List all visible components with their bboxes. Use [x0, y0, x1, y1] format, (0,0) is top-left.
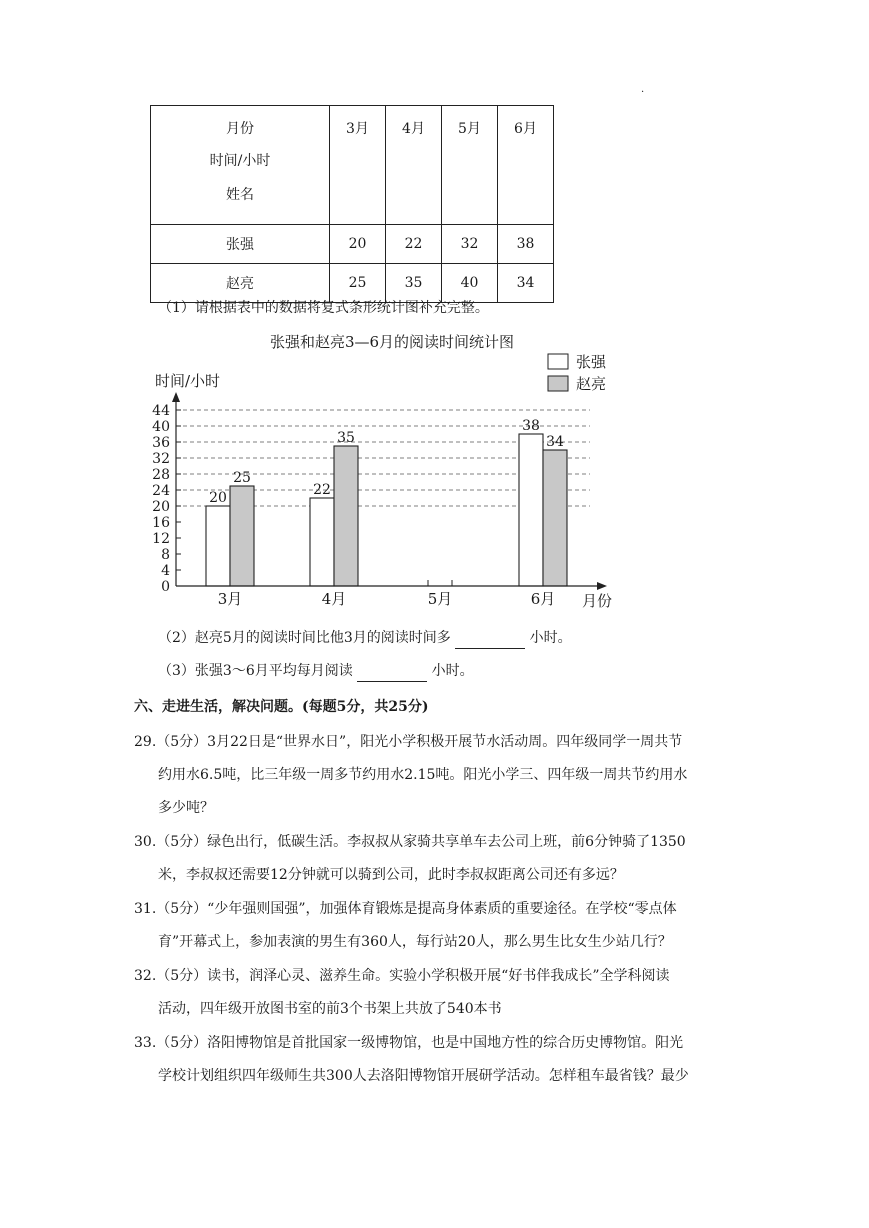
reading-time-table [150, 105, 554, 303]
bar-data-label: 35 [337, 430, 355, 446]
bar [543, 450, 567, 586]
problem-line: 米，李叔叔还需要12分钟就可以骑到公司，此时李叔叔距离公司还有多远？ [158, 867, 624, 883]
chart-title: 张强和赵亮3—6月的阅读时间统计图 [269, 333, 515, 351]
month-header: 3月 [330, 106, 386, 225]
legend-label-zhaoliang: 赵亮 [576, 375, 607, 393]
bars [206, 418, 567, 586]
y-axis-arrow [172, 392, 180, 402]
problem-line: 30.（5分）绿色出行，低碳生活。李叔叔从家骑共享单车去公司上班，前6分钟骑了1350 [134, 834, 686, 850]
bar-chart [0, 325, 869, 625]
question-2-unit: 小时。 [529, 630, 572, 646]
row-name: 赵亮 [151, 264, 330, 303]
question-3-text: （3）张强3～6月平均每月阅读 [158, 663, 353, 679]
month-header: 4月 [386, 106, 442, 225]
y-tick-label: 40 [152, 419, 170, 435]
y-tick-label: 44 [152, 403, 170, 419]
problem-line: 育”开幕式上，参加表演的男生有360人，每行站20人，那么男生比女生少站几行？ [158, 934, 672, 950]
month-header: 6月 [498, 106, 554, 225]
bar [334, 446, 358, 586]
problem-line: 多少吨？ [158, 800, 214, 816]
x-axis-arrow [597, 582, 607, 590]
cell-value: 34 [498, 264, 554, 303]
question-2 [158, 628, 572, 649]
cell-value: 40 [442, 264, 498, 303]
bar [310, 498, 334, 586]
y-tick-label: 28 [152, 467, 170, 483]
bar-data-label: 20 [209, 490, 227, 506]
cell-value: 35 [386, 264, 442, 303]
stray-dot: . [641, 84, 645, 95]
bar-data-label: 22 [313, 482, 331, 498]
answer-blank-q2[interactable] [455, 628, 525, 649]
x-category-label: 4月 [321, 590, 347, 608]
table-row [151, 225, 554, 264]
cell-value: 32 [442, 225, 498, 264]
month-header: 5月 [442, 106, 498, 225]
problem-line: 学校计划组织四年级师生共300人去洛阳博物馆开展研学活动。怎样租车最省钱？最少 [158, 1068, 689, 1084]
problem-line: 约用水6.5吨，比三年级一周多节约用水2.15吨。阳光小学三、四年级一周共节约用水 [158, 767, 688, 783]
problem-line: 31.（5分）“少年强则国强”，加强体育锻炼是提高身体素质的重要途径。在学校“零点体 [134, 901, 677, 917]
y-tick-label: 32 [152, 451, 170, 467]
bar-data-label: 34 [546, 434, 564, 450]
y-tick-label: 4 [161, 563, 170, 579]
header-time-label: 时间/小时 [209, 153, 271, 169]
problem-line: 33.（5分）洛阳博物馆是首批国家一级博物馆，也是中国地方性的综合历史博物馆。阳光 [134, 1035, 684, 1051]
x-category-label: 3月 [217, 590, 243, 608]
x-categories [218, 590, 556, 608]
problem-line: 29.（5分）3月22日是“世界水日”，阳光小学积极开展节水活动周。四年级同学一周共节 [134, 734, 683, 750]
legend-swatch-zhangqiang [548, 354, 568, 369]
bar [206, 506, 230, 586]
section-six-heading: 六、走进生活，解决问题。(每题5分，共25分) [134, 699, 429, 715]
cell-value: 20 [330, 225, 386, 264]
table-header-diagonal [151, 106, 330, 225]
y-tick-label: 20 [152, 499, 170, 515]
legend-swatch-zhaoliang [548, 376, 568, 391]
question-2-text: （2）赵亮5月的阅读时间比他3月的阅读时间多 [158, 630, 451, 646]
y-tick-label: 0 [161, 579, 170, 595]
table-row [151, 264, 554, 303]
x-category-label: 6月 [530, 590, 556, 608]
bar [519, 434, 543, 586]
answer-blank-q3[interactable] [357, 661, 427, 682]
question-3 [158, 661, 474, 682]
y-tick-label: 36 [152, 435, 170, 451]
header-month-label: 月份 [226, 121, 254, 137]
y-ticks [152, 403, 181, 595]
bar-data-label: 25 [233, 470, 251, 486]
x-category-label: 5月 [427, 590, 453, 608]
x-axis-label: 月份 [582, 592, 613, 610]
question-1: （1）请根据表中的数据将复式条形统计图补充完整。 [158, 300, 489, 316]
cell-value: 22 [386, 225, 442, 264]
legend-label-zhangqiang: 张强 [576, 353, 607, 371]
y-tick-label: 12 [152, 531, 170, 547]
bar-data-label: 38 [522, 418, 540, 434]
header-name-label: 姓名 [226, 187, 254, 203]
y-tick-label: 16 [152, 515, 170, 531]
question-3-unit: 小时。 [431, 663, 474, 679]
y-tick-label: 8 [161, 547, 170, 563]
row-name: 张强 [151, 225, 330, 264]
problem-line: 活动，四年级开放图书室的前3个书架上共放了540本书 [158, 1001, 502, 1017]
problem-line: 32.（5分）读书，润泽心灵、滋养生命。实验小学积极开展“好书伴我成长”全学科阅读 [134, 968, 670, 984]
y-tick-label: 24 [152, 483, 170, 499]
cell-value: 25 [330, 264, 386, 303]
bar [230, 486, 254, 586]
cell-value: 38 [498, 225, 554, 264]
y-axis-label: 时间/小时 [155, 372, 221, 390]
